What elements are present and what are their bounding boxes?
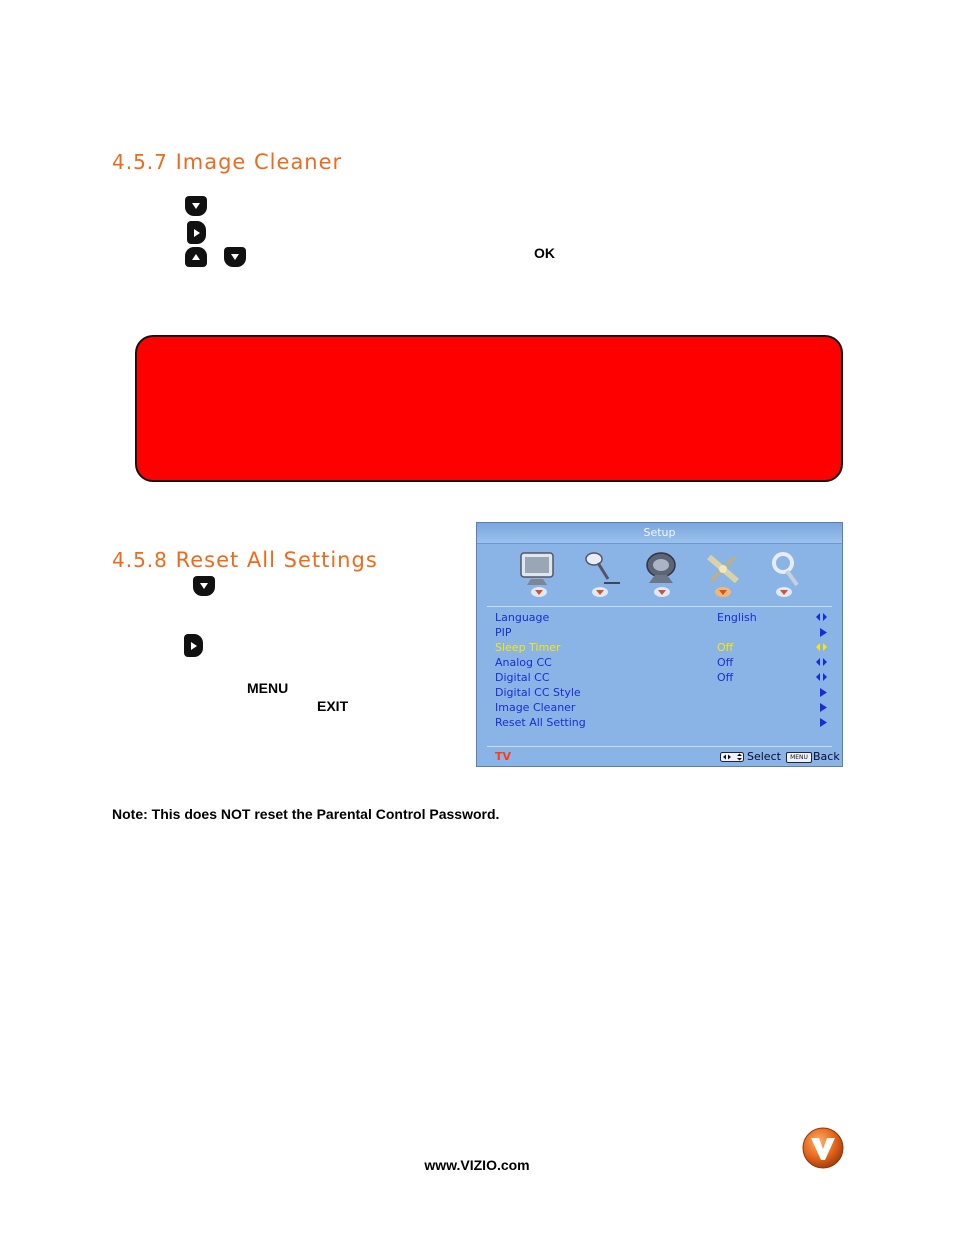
vizio-logo-icon [802, 1127, 844, 1169]
tv-antenna-dish-icon [639, 549, 683, 589]
osd-title-bar [477, 523, 842, 544]
remote-right-key-icon [187, 221, 206, 244]
osd-row-label: Image Cleaner [495, 701, 576, 714]
warning-box [135, 335, 843, 482]
osd-row-reset-all-setting [495, 716, 835, 731]
osd-select-hint: Select [747, 750, 781, 763]
left-right-arrow-icon [816, 643, 827, 651]
section-heading-image-cleaner [112, 150, 342, 174]
setup-tools-icon [701, 549, 745, 589]
tab-indicator-icon [653, 585, 671, 599]
section-title: Image Cleaner [175, 150, 343, 174]
osd-row-value: Off [717, 671, 734, 684]
section-heading-reset-all-settings [112, 548, 378, 572]
menu-label: MENU [247, 680, 289, 696]
osd-row-value: Off [717, 641, 734, 654]
setup-menu-screenshot [476, 522, 843, 767]
left-right-arrow-icon [816, 613, 827, 621]
parental-key-icon [763, 549, 807, 589]
tab-indicator-icon [775, 585, 793, 599]
section-number: 4.5.7 [112, 150, 168, 174]
section-title: Reset All Settings [175, 548, 378, 572]
osd-back-hint: Back [813, 750, 840, 763]
section-number: 4.5.8 [112, 548, 168, 572]
menu-key-chip: MENU [786, 752, 812, 763]
osd-row-label: Reset All Setting [495, 716, 586, 729]
osd-divider [487, 606, 832, 607]
osd-row-sleep-timer [495, 641, 835, 656]
audio-microphone-icon [578, 549, 622, 589]
right-arrow-icon [820, 718, 827, 727]
osd-title: Setup [643, 526, 676, 539]
osd-row-analog-cc [495, 656, 835, 671]
osd-row-image-cleaner [495, 701, 835, 716]
osd-row-value: Off [717, 656, 734, 669]
tab-indicator-icon [591, 585, 609, 599]
osd-row-label: Language [495, 611, 550, 624]
osd-row-label: PIP [495, 626, 512, 639]
right-arrow-icon [820, 628, 827, 637]
osd-row-label: Sleep Timer [495, 641, 561, 654]
ok-label: OK [534, 245, 555, 261]
remote-down-key-icon [224, 247, 246, 267]
osd-row-digital-cc [495, 671, 835, 686]
osd-row-pip [495, 626, 835, 641]
picture-monitor-icon [517, 549, 561, 589]
right-arrow-icon [820, 688, 827, 697]
osd-row-label: Digital CC [495, 671, 550, 684]
osd-row-label: Digital CC Style [495, 686, 581, 699]
left-right-arrow-icon [816, 658, 827, 666]
footer-url: www.VIZIO.com [424, 1157, 530, 1173]
remote-down-key-icon [185, 196, 207, 216]
remote-up-key-icon [185, 247, 207, 267]
right-arrow-icon [820, 703, 827, 712]
exit-label: EXIT [317, 698, 349, 714]
osd-row-label: Analog CC [495, 656, 552, 669]
osd-footer-divider [487, 746, 832, 747]
remote-right-key-icon [184, 634, 203, 657]
left-right-arrow-icon [816, 673, 827, 681]
parental-password-note: Note: This does NOT reset the Parental Control Password. [112, 806, 500, 822]
tab-indicator-icon [530, 585, 548, 599]
remote-down-key-icon [193, 576, 215, 596]
tab-indicator-active-icon [714, 585, 732, 599]
osd-row-language [495, 611, 835, 626]
osd-row-digital-cc-style [495, 686, 835, 701]
osd-row-value: English [717, 611, 757, 624]
arrow-keys-icon [720, 752, 744, 762]
osd-source-label: TV [495, 750, 512, 763]
